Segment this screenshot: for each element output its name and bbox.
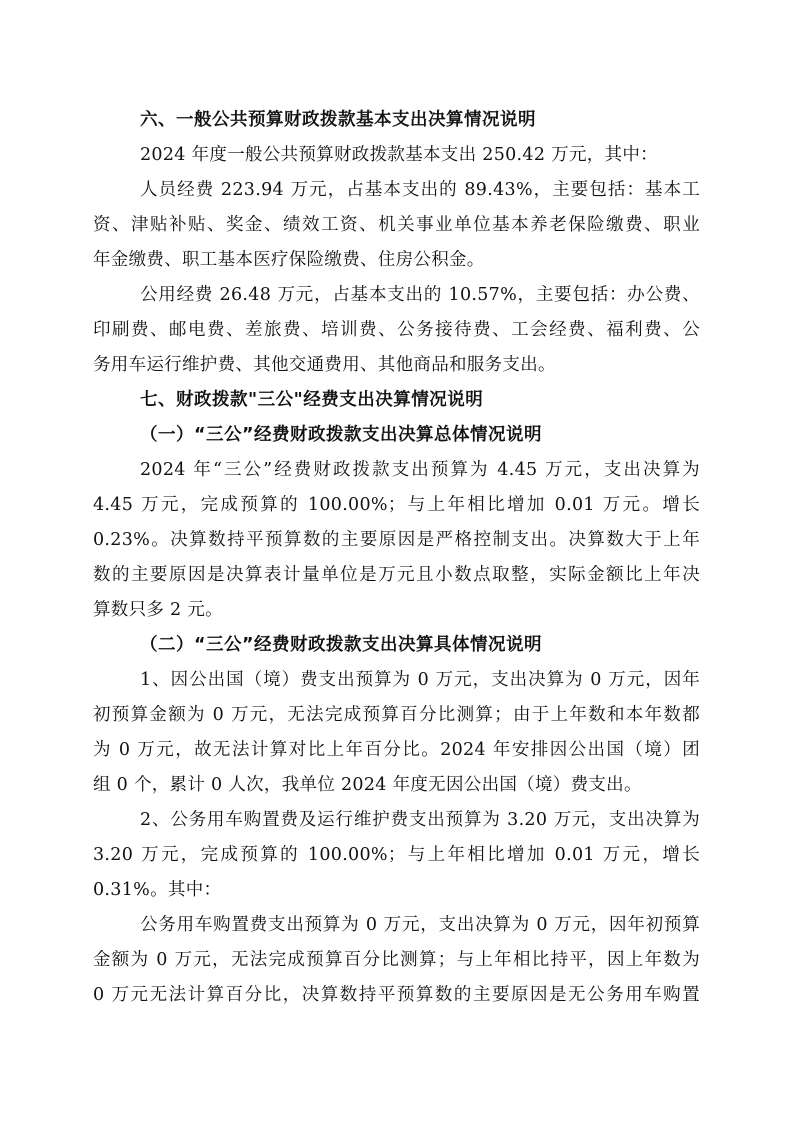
paragraph-line: 务用车运行维护费、其他交通费用、其他商品和服务支出。: [93, 355, 556, 375]
paragraph-line: 算数只多 2 元。: [93, 600, 223, 620]
paragraph-line: 2024 年度一般公共预算财政拨款基本支出 250.42 万元，其中：: [140, 145, 658, 165]
paragraph-line: 4.45 万元，完成预算的 100.00%；与上年相比增加 0.01 万元。增长: [93, 495, 700, 515]
paragraph-line: 2、公务用车购置费及运行维护费支出预算为 3.20 万元，支出决算为: [140, 810, 700, 830]
paragraph-line: 3.20 万元，完成预算的 100.00%；与上年相比增加 0.01 万元，增长: [93, 845, 700, 865]
paragraph-line: 数的主要原因是决算表计量单位是万元且小数点取整，实际金额比上年决: [93, 565, 700, 585]
paragraph-line: 印刷费、邮电费、差旅费、培训费、公务接待费、工会经费、福利费、公: [93, 320, 700, 340]
subsection-heading-details: （二）“三公”经费财政拨款支出决算具体情况说明: [140, 635, 543, 655]
section-heading-basic-expenditure: 六、一般公共预算财政拨款基本支出决算情况说明: [140, 110, 536, 130]
subsection-heading-overall: （一）“三公”经费财政拨款支出决算总体情况说明: [140, 425, 543, 445]
paragraph-line: 为 0 万元，故无法计算对比上年百分比。2024 年安排因公出国（境）团: [93, 740, 700, 760]
paragraph-line: 公务用车购置费支出预算为 0 万元，支出决算为 0 万元，因年初预算: [140, 915, 700, 935]
paragraph-line: 人员经费 223.94 万元，占基本支出的 89.43%，主要包括：基本工: [140, 180, 700, 200]
paragraph-line: 公用经费 26.48 万元，占基本支出的 10.57%，主要包括：办公费、: [140, 285, 700, 305]
paragraph-line: 年金缴费、职工基本医疗保险缴费、住房公积金。: [93, 250, 485, 270]
paragraph-line: 1、因公出国（境）费支出预算为 0 万元，支出决算为 0 万元，因年: [140, 670, 700, 690]
paragraph-line: 0 万元无法计算百分比，决算数持平预算数的主要原因是无公务用车购置: [93, 985, 700, 1005]
paragraph-line: 0.31%。其中：: [93, 880, 222, 900]
paragraph-line: 组 0 个，累计 0 人次，我单位 2024 年度无因公出国（境）费支出。: [93, 775, 642, 795]
paragraph-line: 2024 年“三公”经费财政拨款支出预算为 4.45 万元，支出决算为: [140, 460, 700, 480]
paragraph-line: 资、津贴补贴、奖金、绩效工资、机关事业单位基本养老保险缴费、职业: [93, 215, 700, 235]
section-heading-three-public: 七、财政拨款"三公"经费支出决算情况说明: [140, 390, 484, 410]
paragraph-line: 0.23%。决算数持平预算数的主要原因是严格控制支出。决算数大于上年: [93, 530, 700, 550]
paragraph-line: 初预算金额为 0 万元，无法完成预算百分比测算；由于上年数和本年数都: [93, 705, 700, 725]
paragraph-line: 金额为 0 万元，无法完成预算百分比测算；与上年相比持平，因上年数为: [93, 950, 700, 970]
